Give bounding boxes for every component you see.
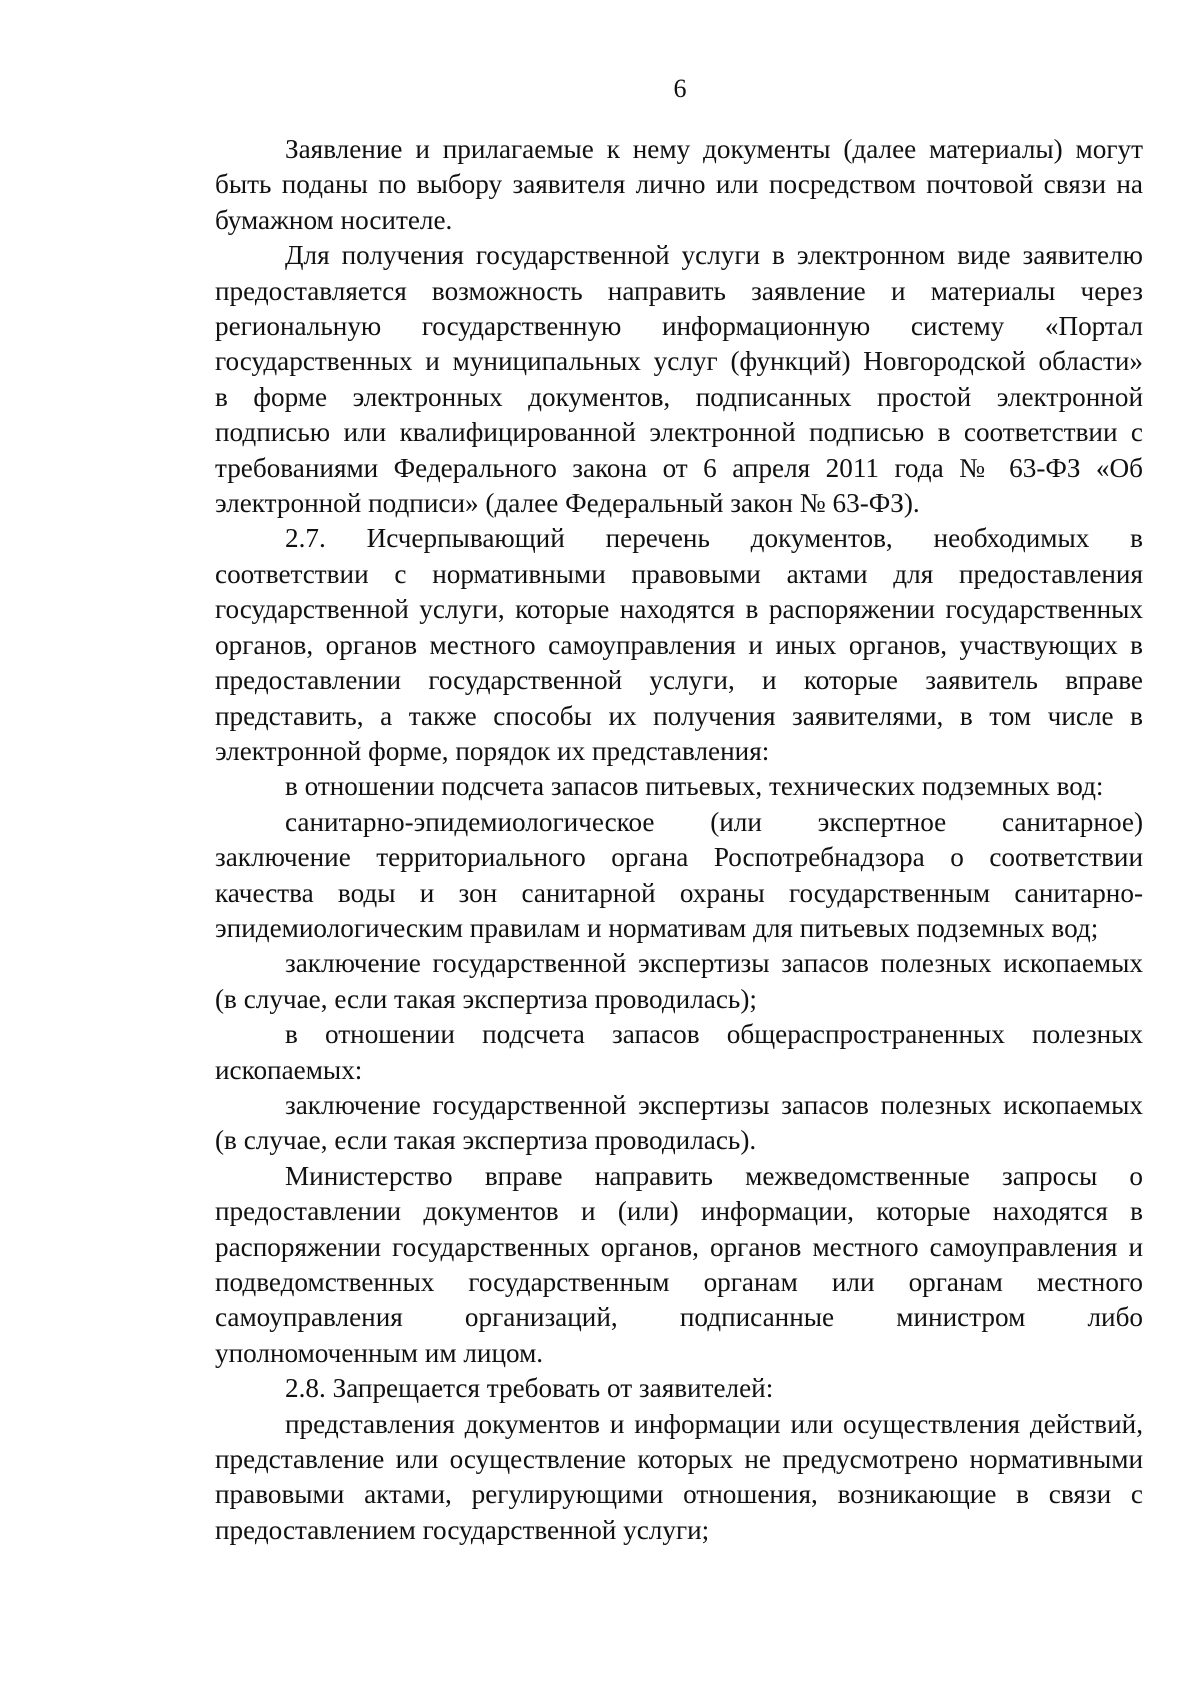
text-line: 2.7. Исчерпывающий перечень документов, необходимых в (285, 523, 1143, 554)
text-line: государственных и муниципальных услуг (функций) Новгородской области» (215, 346, 1143, 377)
text-line: предоставлением государственной услуги; (215, 1514, 710, 1545)
text-line: соответствии с нормативными правовыми актами для предоставления (215, 558, 1143, 589)
text-line: ископаемых: (215, 1054, 363, 1085)
text-line: электронной подписи» (далее Федеральный закон № 63-ФЗ). (215, 488, 920, 519)
text-line: заключение государственной экспертизы запасов полезных ископаемых (285, 1089, 1143, 1120)
text-line: органов, органов местного самоуправления и иных органов, участвующих в (215, 629, 1143, 660)
text-line: представить, а также способы их получения заявителями, в том числе в (215, 700, 1143, 731)
text-line: правовыми актами, регулирующими отношения, возникающие в связи с (215, 1479, 1143, 1510)
text-line: требованиями Федерального закона от 6 апреля 2011 года № 63-ФЗ «Об (215, 452, 1143, 483)
text-line: быть поданы по выбору заявителя лично или посредством почтовой связи на (215, 169, 1143, 200)
text-line: государственной услуги, которые находятся в распоряжении государственных (215, 594, 1143, 625)
text-line: представления документов и информации или осуществления действий, (285, 1408, 1143, 1439)
document-body (215, 132, 1143, 1548)
text-line: представление или осуществление которых не предусмотрено нормативными (215, 1444, 1143, 1475)
text-line: распоряжении государственных органов, органов местного самоуправления и (215, 1231, 1143, 1262)
text-line: самоуправления организаций, подписанные министром либо (215, 1302, 1143, 1333)
text-line: уполномоченным им лицом. (215, 1337, 544, 1368)
text-line: в отношении подсчета запасов питьевых, технических подземных вод: (285, 771, 1104, 802)
text-line: бумажном носителе. (215, 204, 453, 235)
text-line: Для получения государственной услуги в электронном виде заявителю (285, 240, 1143, 271)
text-line: предоставляется возможность направить заявление и материалы через (215, 275, 1143, 306)
text-line: 2.8. Запрещается требовать от заявителей: (285, 1373, 774, 1404)
text-line: в форме электронных документов, подписанных простой электронной (215, 381, 1143, 412)
text-line: подведомственных государственным органам или органам местного (215, 1267, 1143, 1297)
text-line: заключение государственной экспертизы запасов полезных ископаемых (285, 948, 1143, 979)
text-line: заключение территориального органа Роспотребнадзора о соответствии (215, 842, 1143, 873)
text-line: качества воды и зон санитарной охраны государственным санитарно- (215, 877, 1143, 908)
text-line: в отношении подсчета запасов общераспространенных полезных (285, 1019, 1143, 1050)
text-line: (в случае, если такая экспертиза проводилась). (215, 1125, 757, 1156)
text-line: предоставлении документов и (или) информации, которые находятся в (215, 1196, 1143, 1227)
text-line: подписью или квалифицированной электронной подписью в соответствии с (215, 417, 1143, 448)
text-line: эпидемиологическим правилам и нормативам для питьевых подземных вод; (215, 912, 1099, 943)
text-line: (в случае, если такая экспертиза проводилась); (215, 983, 757, 1014)
text-line: санитарно-эпидемиологическое (или экспертное санитарное) (285, 806, 1143, 837)
text-line: Министерство вправе направить межведомственные запросы о (285, 1160, 1143, 1191)
text-line: Заявление и прилагаемые к нему документы (далее материалы) могут (285, 134, 1143, 164)
text-line: региональную государственную информационную систему «Портал (215, 311, 1143, 342)
text-line: электронной форме, порядок их представления: (215, 735, 770, 766)
text-line: предоставлении государственной услуги, и которые заявитель вправе (215, 665, 1143, 696)
page-number: 6 (673, 74, 687, 103)
